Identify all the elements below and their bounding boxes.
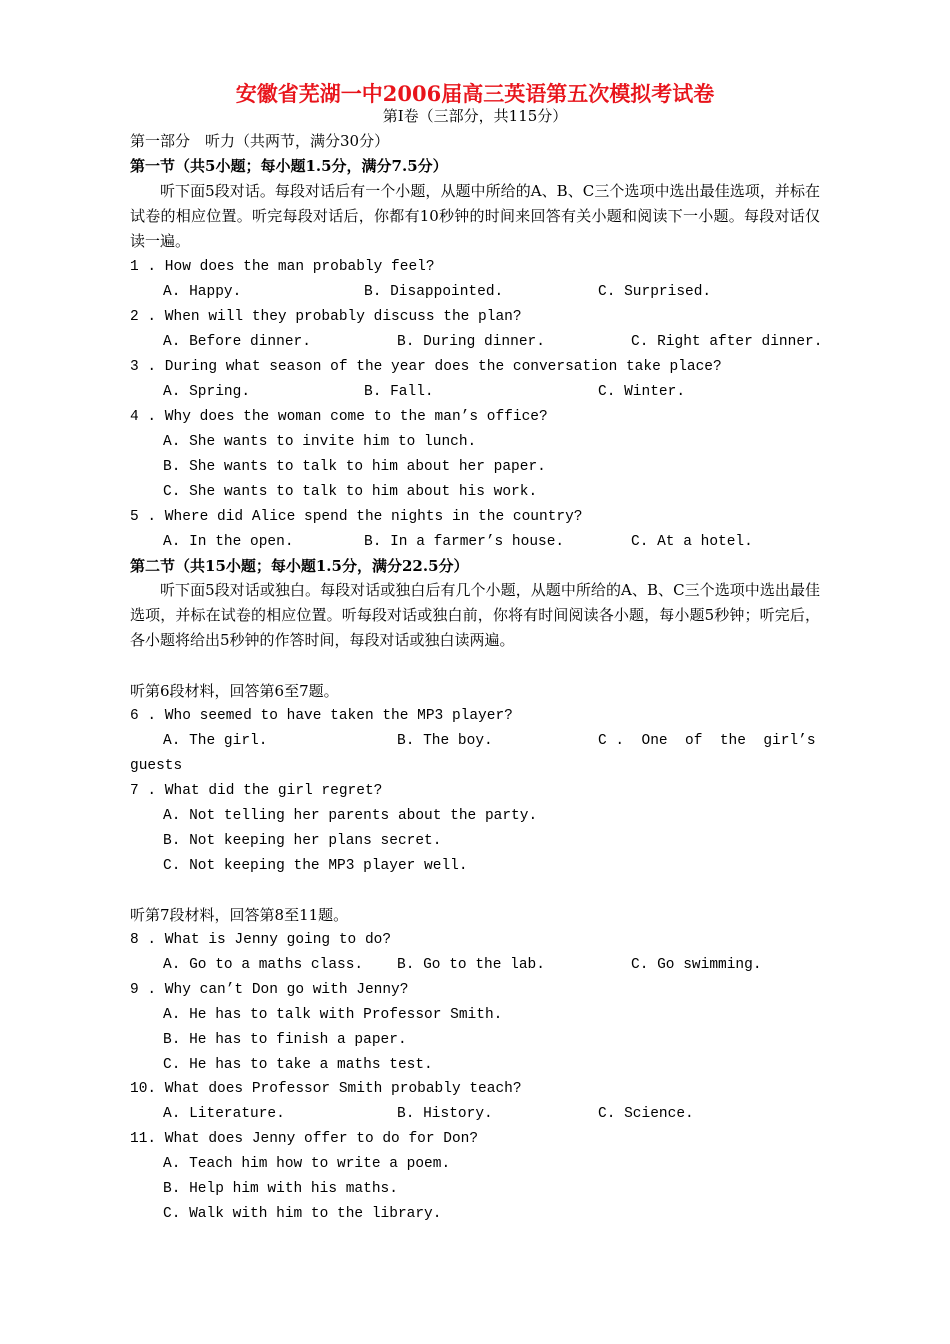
- section2-instructions: 听下面5段对话或独白。每段对话或独白后有几个小题，从题中所给的A、B、C三个选项中选出最佳选项，并标在试卷的相应位置。听每段对话或独白前，你将有时间阅读各小题，每小题5秒钟；听完后，各小题将给出5秒钟的作答时间，每段对话或独白读两遍。: [130, 581, 820, 649]
- paper-subtitle: 第Ⅰ卷（三部分，共115分）: [382, 107, 568, 125]
- question-1: 1 . How does the man probably feel?: [130, 259, 435, 275]
- q11-option-b: B. Help him with his maths.: [163, 1181, 398, 1197]
- q9-option-c: C. He has to take a maths test.: [163, 1057, 433, 1073]
- q6-option-c: C . One of the girl’s: [598, 733, 816, 749]
- q4-option-b: B. She wants to talk to him about her paper.: [163, 459, 546, 475]
- q10-option-c: C. Science.: [598, 1106, 694, 1122]
- q8-option-a: A. Go to a maths class.: [163, 957, 364, 973]
- q7-option-b: B. Not keeping her plans secret.: [163, 833, 442, 849]
- q2-option-c: C. Right after dinner.: [631, 334, 823, 350]
- q4-option-a: A. She wants to invite him to lunch.: [163, 434, 477, 450]
- q7-option-a: A. Not telling her parents about the party.: [163, 808, 538, 824]
- question-5: 5 . Where did Alice spend the nights in the country?: [130, 509, 583, 525]
- q5-option-a: A. In the open.: [163, 534, 294, 550]
- q11-option-a: A. Teach him how to write a poem.: [163, 1156, 451, 1172]
- question-8: 8 . What is Jenny going to do?: [130, 932, 392, 948]
- q10-option-b: B. History.: [397, 1106, 493, 1122]
- section1-heading: 第一节（共5小题；每小题1.5分，满分7.5分）: [130, 157, 448, 175]
- question-10: 10. What does Professor Smith probably teach?: [130, 1081, 522, 1097]
- q6-option-b: B. The boy.: [397, 733, 493, 749]
- q2-option-b: B. During dinner.: [397, 334, 545, 350]
- q9-option-b: B. He has to finish a paper.: [163, 1032, 407, 1048]
- section2-heading: 第二节（共15小题；每小题1.5分，满分22.5分）: [130, 557, 469, 575]
- material-7-heading: 听第7段材料，回答第8至11题。: [130, 906, 349, 924]
- q1-option-c: C. Surprised.: [598, 284, 712, 300]
- q7-option-c: C. Not keeping the MP3 player well.: [163, 858, 468, 874]
- q3-option-c: C. Winter.: [598, 384, 686, 400]
- page-title: 安徽省芜湖一中2006届高三英语第五次模拟考试卷: [235, 81, 715, 106]
- q8-option-b: B. Go to the lab.: [397, 957, 545, 973]
- q2-option-a: A. Before dinner.: [163, 334, 311, 350]
- question-3: 3 . During what season of the year does the conversation take place?: [130, 359, 722, 375]
- question-4: 4 . Why does the woman come to the man’s office?: [130, 409, 548, 425]
- question-2: 2 . When will they probably discuss the plan?: [130, 309, 522, 325]
- q9-option-a: A. He has to talk with Professor Smith.: [163, 1007, 503, 1023]
- q6-option-a: A. The girl.: [163, 733, 268, 749]
- q3-option-a: A. Spring.: [163, 384, 251, 400]
- q1-option-a: A. Happy.: [163, 284, 242, 300]
- q10-option-a: A. Literature.: [163, 1106, 285, 1122]
- q3-option-b: B. Fall.: [364, 384, 434, 400]
- question-11: 11. What does Jenny offer to do for Don?: [130, 1131, 479, 1147]
- q11-option-c: C. Walk with him to the library.: [163, 1206, 442, 1222]
- q6-option-c-continued: guests: [130, 758, 183, 774]
- q1-option-b: B. Disappointed.: [364, 284, 504, 300]
- material-6-heading: 听第6段材料，回答第6至7题。: [130, 682, 339, 700]
- question-9: 9 . Why can’t Don go with Jenny?: [130, 982, 409, 998]
- question-6: 6 . Who seemed to have taken the MP3 player?: [130, 708, 513, 724]
- q8-option-c: C. Go swimming.: [631, 957, 762, 973]
- question-7: 7 . What did the girl regret?: [130, 783, 383, 799]
- part-heading: 第一部分 听力（共两节，满分30分）: [130, 132, 390, 150]
- q5-option-b: B. In a farmer’s house.: [364, 534, 565, 550]
- q4-option-c: C. She wants to talk to him about his work.: [163, 484, 538, 500]
- q5-option-c: C. At a hotel.: [631, 534, 753, 550]
- section1-instructions: 听下面5段对话。每段对话后有一个小题，从题中所给的A、B、C三个选项中选出最佳选项，并标在试卷的相应位置。听完每段对话后，你都有10秒钟的时间来回答有关小题和阅读下一小题。每段对话仅读一遍。: [130, 182, 820, 250]
